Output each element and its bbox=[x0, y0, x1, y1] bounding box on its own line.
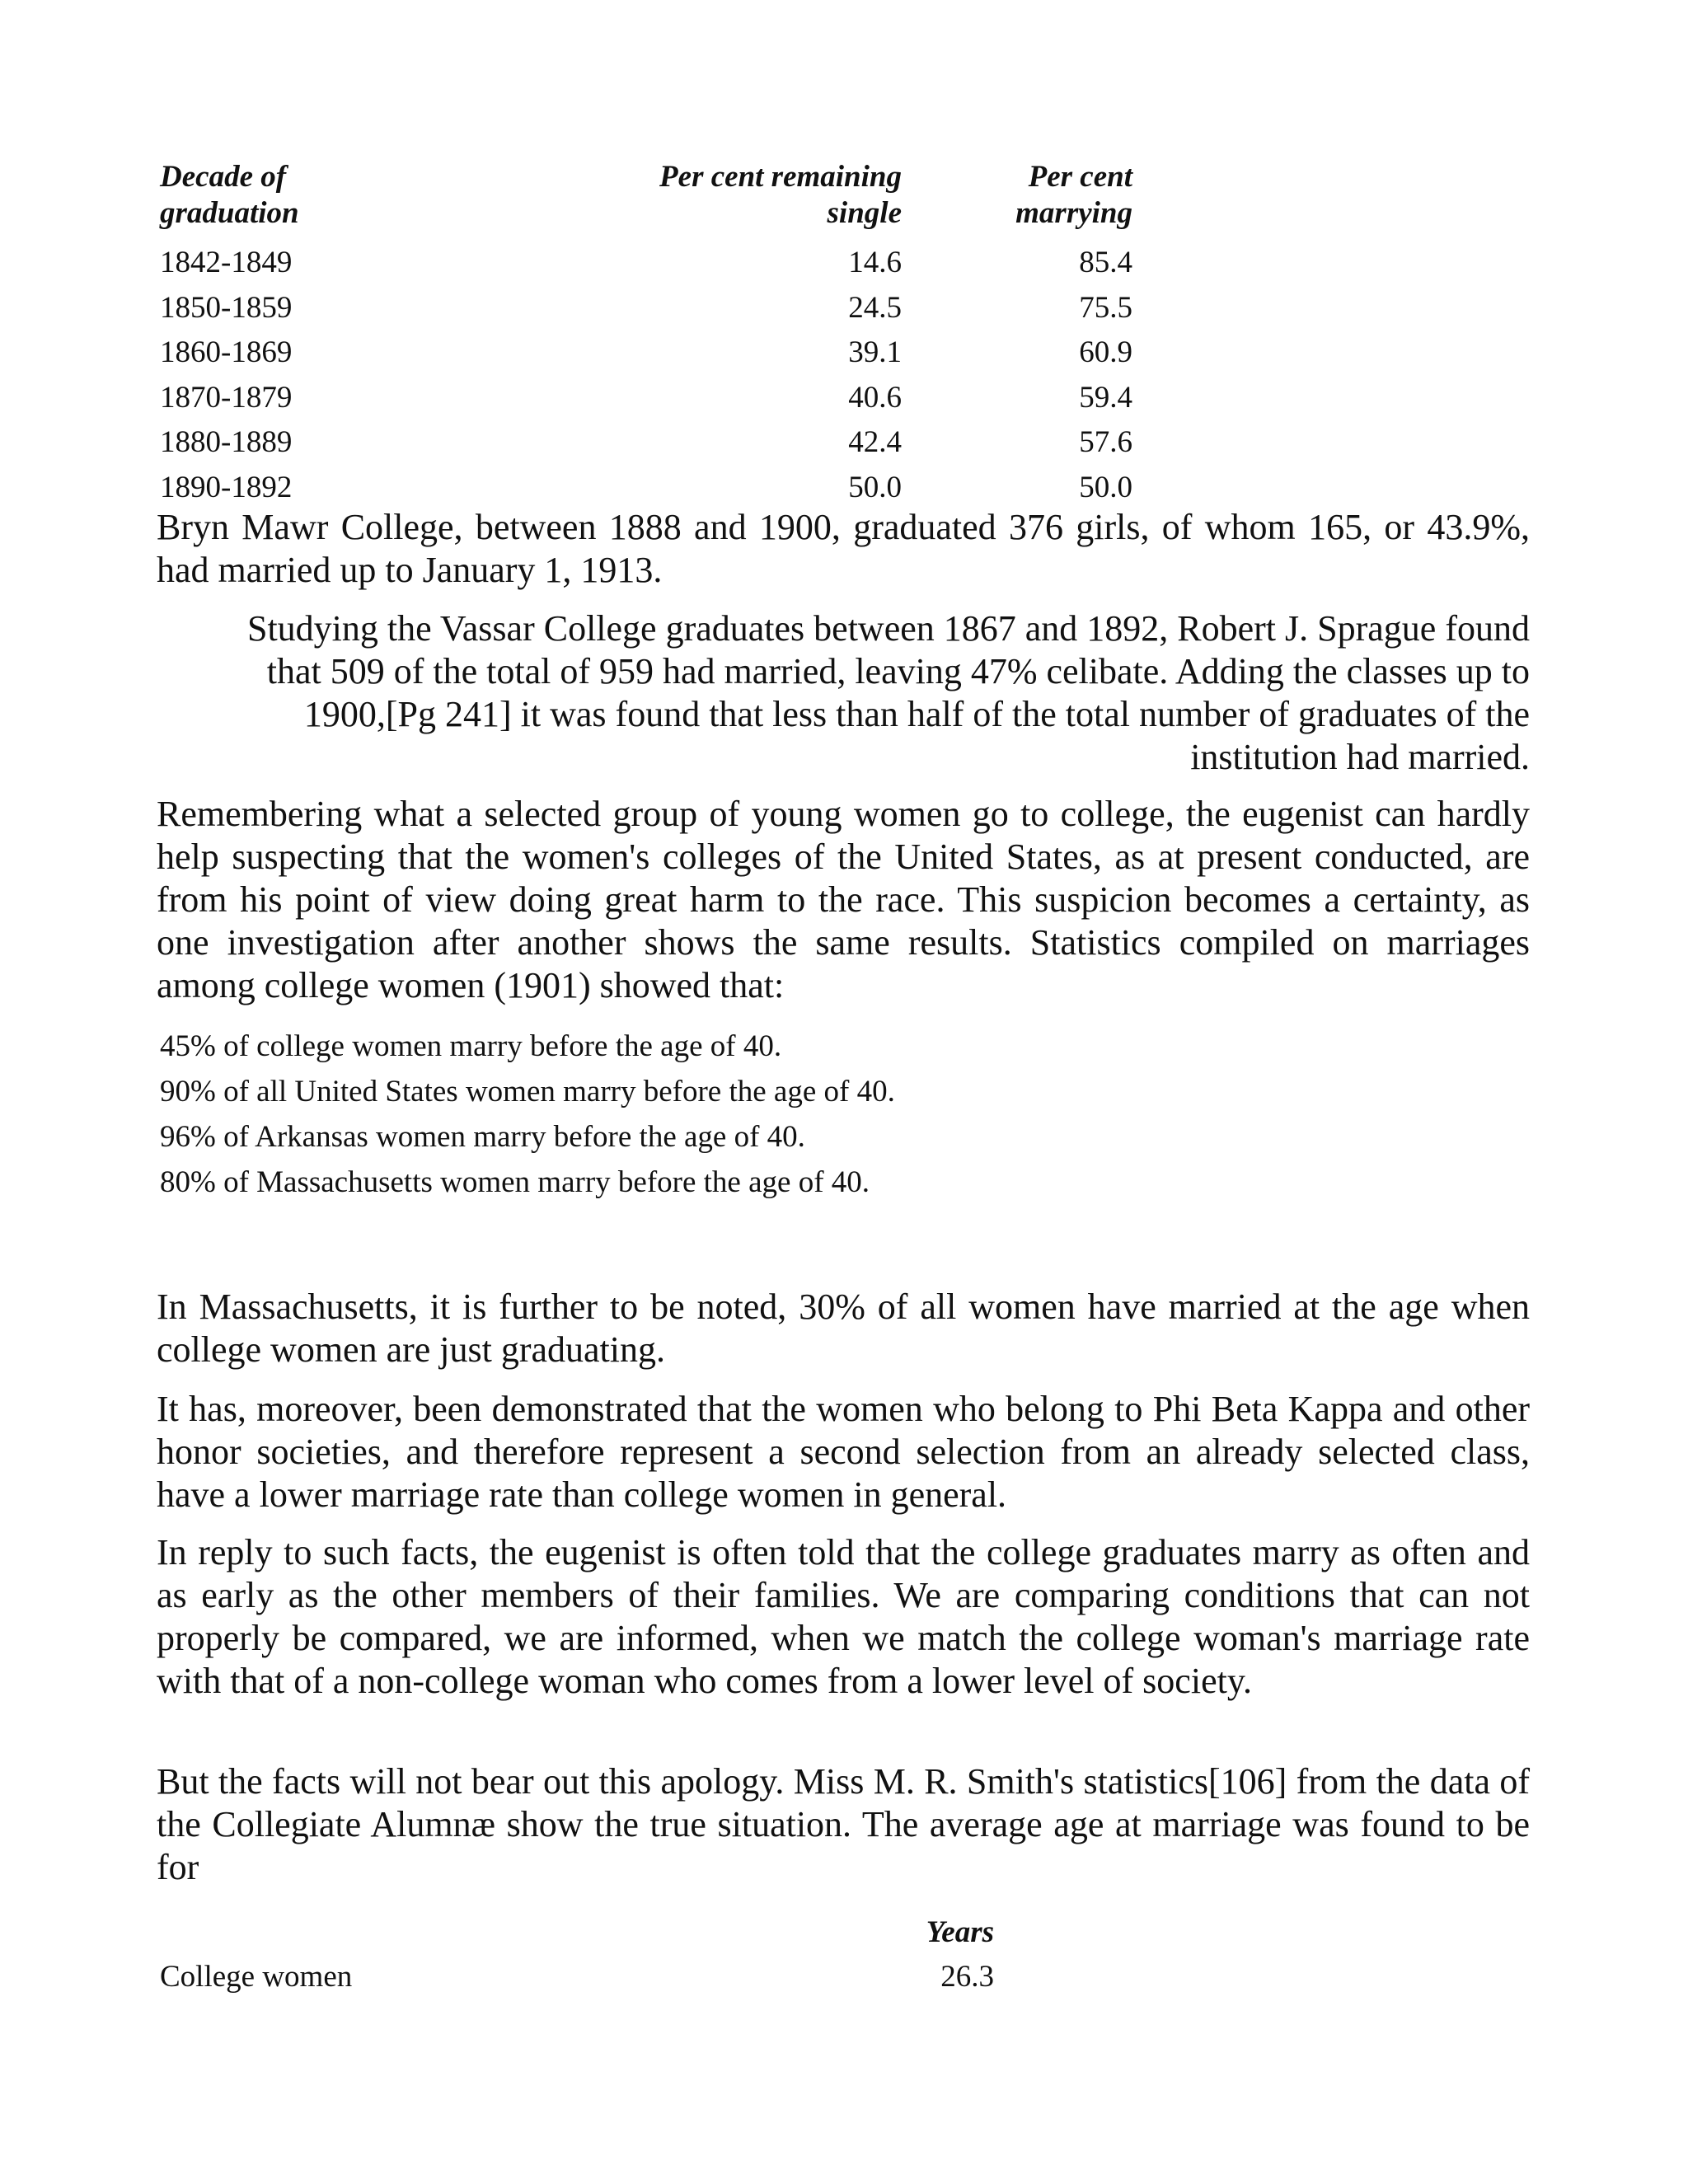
cell-decade: 1842-1849 bbox=[160, 246, 293, 279]
cell-decade: 1870-1879 bbox=[160, 380, 293, 415]
header-decade bbox=[160, 159, 490, 232]
cell-group-label: College women bbox=[160, 1960, 353, 1994]
cell-marrying: 75.5 bbox=[1079, 290, 1132, 325]
paragraph-but-facts: But the facts will not bear out this apology. Miss M. R. Smith's statistics[106] from the data of the Collegiate Alumnæ show the true situation. The average age at marriage was found to be for bbox=[157, 1761, 1530, 1887]
header-marrying-line1: Per cent bbox=[1028, 160, 1132, 194]
cell-decade: 1880-1889 bbox=[160, 425, 293, 459]
list-item: 96% of Arkansas women marry before the age of 40. bbox=[160, 1120, 805, 1154]
cell-single: 14.6 bbox=[848, 246, 902, 279]
header-single-line2: single bbox=[827, 196, 902, 230]
header-single-line1: Per cent remaining bbox=[659, 160, 902, 194]
header-marrying-line2: marrying bbox=[1015, 196, 1132, 230]
paragraph-vassar-line3: 1900,[Pg 241] it was found that less than half of the total number of graduates of the bbox=[303, 694, 1530, 734]
paragraph-vassar-line4: institution had married. bbox=[1190, 737, 1530, 777]
header-years: Years bbox=[926, 1915, 994, 1949]
list-item: 90% of all United States women marry before the age of 40. bbox=[160, 1075, 895, 1108]
header-marrying bbox=[918, 159, 1132, 232]
header-single bbox=[473, 159, 902, 232]
marriage-age-table bbox=[160, 1910, 994, 1999]
paragraph-bryn-mawr: Bryn Mawr College, between 1888 and 1900, graduated 376 girls, of whom 165, or 43.9%, had married up to January 1, 1913. bbox=[157, 507, 1530, 590]
cell-decade: 1890-1892 bbox=[160, 470, 293, 504]
cell-single: 39.1 bbox=[848, 335, 902, 369]
cell-marrying: 59.4 bbox=[1079, 380, 1132, 415]
cell-single: 50.0 bbox=[848, 470, 902, 504]
cell-decade: 1860-1869 bbox=[160, 335, 293, 369]
cell-single: 42.4 bbox=[848, 425, 902, 459]
table-header-row bbox=[160, 1910, 994, 1955]
header-decade-line2: graduation bbox=[160, 196, 299, 230]
cell-decade: 1850-1859 bbox=[160, 290, 293, 325]
list-item: 80% of Massachusetts women marry before the age of 40. bbox=[160, 1165, 870, 1199]
paragraph-in-reply: In reply to such facts, the eugenist is often told that the college graduates marry as often and as early as the other members of their families. We are comparing conditions that can not properly be compared, we are informed, when we match the college woman's marriage rate with that of a non-college woman who comes from a lower level of society. bbox=[157, 1532, 1530, 1701]
cell-marrying: 85.4 bbox=[1079, 246, 1132, 279]
cell-single: 24.5 bbox=[848, 290, 902, 325]
paragraph-phi-beta-kappa: It has, moreover, been demonstrated that the women who belong to Phi Beta Kappa and other honor societies, and therefore represent a second selection from an already selected class, have a lower marriage rate than college women in general. bbox=[157, 1389, 1530, 1515]
paragraph-remembering: Remembering what a selected group of young women go to college, the eugenist can hardly help suspecting that the women's colleges of the United States, as at present conducted, are from his point of view doing great harm to the race. This suspicion becomes a certainty, as one investigation after another shows the same results. Statistics compiled on marriages among college women (1901) showed that: bbox=[157, 794, 1530, 1005]
table-row bbox=[160, 1955, 994, 1999]
paragraph-vassar-line1: Studying the Vassar College graduates between 1867 and 1892, Robert J. Sprague found bbox=[246, 608, 1530, 649]
cell-marrying: 57.6 bbox=[1079, 425, 1132, 459]
paragraph-vassar bbox=[157, 607, 1530, 779]
cell-years: 26.3 bbox=[940, 1960, 994, 1994]
list-item: 45% of college women marry before the age of 40. bbox=[160, 1029, 782, 1063]
cell-single: 40.6 bbox=[848, 380, 902, 415]
paragraph-massachusetts: In Massachusetts, it is further to be noted, 30% of all women have married at the age when college women are just graduating. bbox=[157, 1286, 1530, 1370]
header-decade-line1: Decade of bbox=[160, 160, 287, 194]
paragraph-vassar-line2: that 509 of the total of 959 had married, leaving 47% celibate. Adding the classes up to bbox=[266, 651, 1530, 691]
cell-marrying: 60.9 bbox=[1079, 335, 1132, 369]
marriage-stats-list bbox=[160, 1024, 895, 1205]
cell-marrying: 50.0 bbox=[1079, 470, 1132, 504]
